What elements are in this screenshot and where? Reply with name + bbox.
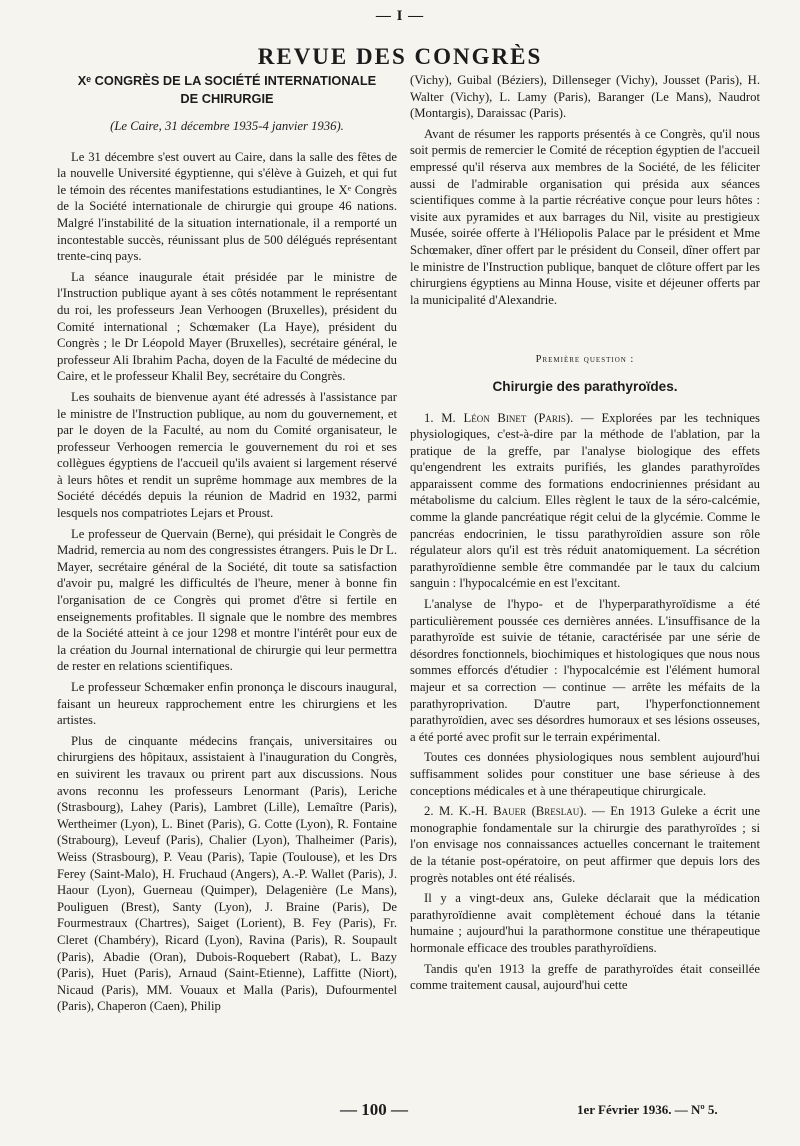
report-binet-text: Explorées par les techniques physiologiques, c'est-à-dire par la méthode de l'ablation, par la pratique de la greffe, par l'analyse biologique des effets qu'engendrent les extraits purifiés, les glandes parathyroïdes apparaissent comme des formations endocriniennes présidant au métabolisme du calcium. Elles règlent le taux de la séro-calcémie, comme la glande pancréatique régit celui de la glycémie. Comme le pancréas endocrinien, le tissu parathyroïdien assure son rôle régulateur alors qu'il est très réduit anatomiquement. La sécrétion parathyroïdienne semble être commandée par le taux du calcium sanguin : l'hypocalcémie en est l'excitant. [410,410,760,591]
paragraph: Avant de résumer les rapports présentés à ce Congrès, qu'il nous soit permis de remercier le Comité de réception égyptien de l'accueil empressé qu'il réserva aux membres de la Société, de les féliciter aussi de l'admirable organisation qui présida aux séances scientifiques comme à la partie récréative conçue pour leurs hôtes : visite aux pyramides et aux barrages du Nil, visite au prestigieux Musée, soirée offerte à l'Héliopolis Palace par le président et Mme Schœmaker, dîner offert par le président du Conseil, dîner offert par le ministre de l'Instruction publique, banquet de clôture offert par les chirurgiens égyptiens au Minna House, visite et déjeuner offerts par la municipalité d'Alexandrie. [410,126,760,307]
report-bauer [410,803,760,886]
congress-heading-line2: DE CHIRURGIE [180,91,274,106]
report-binet [410,410,760,593]
paragraph: (Vichy), Guibal (Béziers), Dillenseger (Vichy), Jousset (Paris), H. Walter (Vichy), L. Lamy (Paris), Baranger (Le Mans), Naudrot (Montargis), Daraissac (Paris). [410,73,760,121]
paragraph: Le professeur de Quervain (Berne), qui présidait le Congrès de Madrid, remercia au nom des congressistes étrangers. Puis le Dr L. Mayer, secrétaire général de la Société, dit toute sa satisfaction d'avoir pu, malgré les difficultés de l'heure, mener à bonne fin l'organisation de ce Congrès qui promet d'être si fertile en enseignements profitables. Il signale que le nombre des membres de la Société atteint à ce jour 1298 et montre l'intérêt pour eux de la création du Journal international de chirurgie qui leur permettra de rester en relations scientifiques. [57,526,397,674]
page-number: — 100 — [340,1100,408,1119]
issue-date: 1er Février 1936. — Nº 5. [577,1102,718,1117]
page-roman-numeral: — I — [375,8,425,24]
paragraph: L'analyse de l'hypo- et de l'hyperparathyroïdisme a été particulièrement poussée ces dernières années. L'insuffisance de la parathyroïde est suivie de tétanie, caractérisée par une série de désordres fonctionnels, biochimiques et histologiques que nous nous sommes efforcés d'étudier : l'hypocalcémie est l'élément humoral majeur et sa correction — continue — arrête les méfaits de la parathyroprivation. D'autre part, l'hyperfonctionnement parathyroïdien, avec ses désordres humoraux et ses lésions osseuses, a été porté avec profit sur le terrain expérimental. [410,597,760,744]
congress-heading-line1: Xᵉ CONGRÈS DE LA SOCIÉTÉ INTERNATIONALE [77,73,377,88]
question-title: Chirurgie des parathyroïdes. [492,378,678,394]
paragraph: Plus de cinquante médecins français, universitaires ou chirurgiens des hôpitaux, assistaient à l'inauguration du Congrès, en suivirent les travaux ou prirent part aux discussions. Nous avons reconnu les professeurs Lenormant (Paris), Leriche (Strasbourg), Lahey (Paris), Lambret (Lille), Lemaître (Paris), Wertheimer (Lyon), L. Binet (Paris), G. Cotte (Lyon), R. Fontaine (Strabourg), Leveuf (Paris), Chalier (Lyon), Thalheimer (Paris), Weiss (Strasbourg), P. Veau (Paris), Tapie (Toulouse), et les Drs Ferey (Saint-Malo), H. Fruchaud (Angers), A.-P. Wallet (Paris), J. Haour (Lyon), Guerneau (Quimper), Delagenière (Le Mans), Pouliguen (Brest), Santy (Lyon), J. Braine (Paris), De Fourmestraux (Chartres), Saiget (Lorient), B. Fey (Paris), Fr. Cleret (Chambéry), Ricard (Lyon), Ravina (Paris), R. Soupault (Paris), Abadie (Oran), Dubois-Roquebert (Rabat), L. Bazy (Paris), Huet (Paris), Arnaud (Saint-Etienne), Laffitte (Niort), Nicaud (Paris), MM. Vouaux et Malla (Paris), Dufourmentel (Paris), Chaperon (Caen), Philip [57,733,397,1014]
left-column [57,72,397,1019]
paragraph: Les souhaits de bienvenue ayant été adressés à l'assistance par le ministre de l'Instruction publique, au nom du gouvernement, et par le doyen de la Faculté, au nom du Comité organisateur, le professeur Verhoogen remercia le gouvernement du roi et ses collègues égyptiens de l'accueil qu'ils avaient si largement réservé à leurs hôtes et rendit un suprême hommage aux membres de la Société décédés depuis la réunion de Madrid en 1932, parmi lesquels nos compatriotes Lejars et Proust. [57,389,397,521]
question-label: Première question : [535,354,635,366]
paragraph: Il y a vingt-deux ans, Guleke déclarait que la médication parathyroïdienne avait complètement échoué dans la tétanie humaine ; aujourd'hui la parathormone constitue une thérapeutique hormonale efficace des troubles parathyroïdiens. [410,891,760,955]
report-bauer-text: En 1913 Guleke a écrit une monographie fondamentale sur la chirurgie des parathyroïdes ; si l'on envisage nos connaissances actuelles concernant le traitement de la tétanie post-opératoire, on peut affirmer que depuis lors des progrès notables ont été réalisés. [410,804,760,885]
right-column [410,72,760,998]
paragraph: Le 31 décembre s'est ouvert au Caire, dans la salle des fêtes de la nouvelle Université égyptienne, qui s'élève à Guizeh, et qui fut le témoin des récentes manifestations estudiantines, le Xᵉ Congrès de la Société internationale de chirurgie qui groupe 46 nations. Malgré l'instabilité de la situation internationale, il a remporté un incontestable succès, réunissant plus de 500 délégués représentant trente-cinq pays. [57,149,397,264]
paragraph: Tandis qu'en 1913 la greffe de parathyroïdes était conseillée comme traitement causal, aujourd'hui cette [410,961,760,993]
section-title: REVUE DES CONGRÈS [257,44,543,69]
report-binet-author: 1. M. Léon Binet (Paris). — [424,410,602,425]
report-bauer-author: 2. M. K.-H. Bauer (Breslau). — [424,804,611,819]
paragraph: La séance inaugurale était présidée par le ministre de l'Instruction publique ayant à ses côtés notamment le représentant du roi, les professeurs Jean Verhoogen (Bruxelles), président du Comité international ; Schœmaker (La Haye), président du Congrès ; le Dr Léopold Mayer (Bruxelles), secrétaire général, le professeur Ali Ibrahim Pacha, doyen de la Faculté de médecine du Caire, et le professeur Khalil Bey, secrétaire du Congrès. [57,269,397,384]
paragraph: Toutes ces données physiologiques nous semblent aujourd'hui suffisamment solides pour constituer une base sérieuse à des conceptions médicales et à une thérapeutique chirurgicale. [410,750,760,798]
paragraph: Le professeur Schœmaker enfin prononça le discours inaugural, faisant un heureux rapprochement entre les chirurgiens et les artistes. [57,680,397,728]
dateline: (Le Caire, 31 décembre 1935-4 janvier 1936). [110,119,344,133]
